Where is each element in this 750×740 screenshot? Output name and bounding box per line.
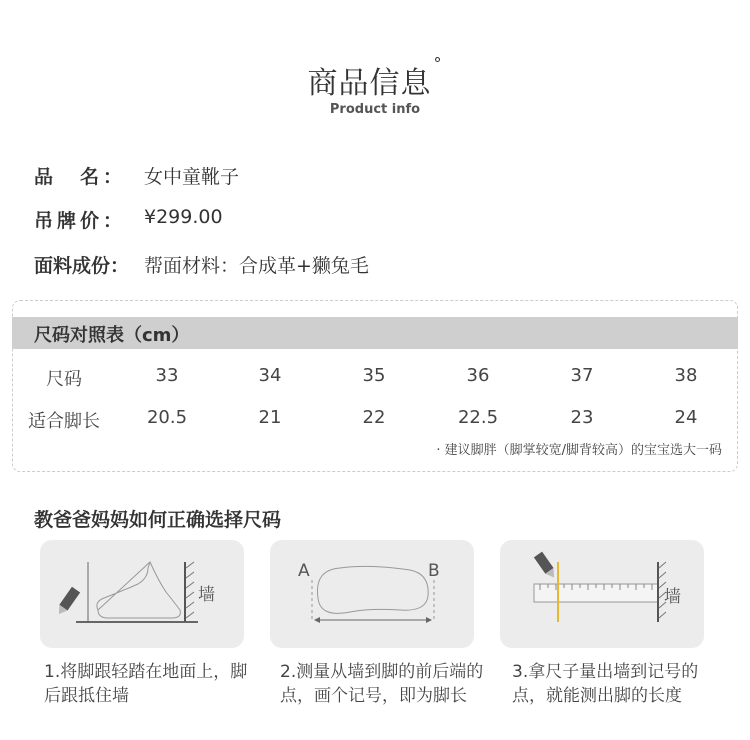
length-cell: 22.5	[457, 407, 499, 428]
size-row-label: 尺码	[46, 369, 82, 390]
wall-label: 墙	[198, 585, 215, 605]
size-chart-title: 尺码对照表（cm）	[34, 325, 190, 346]
length-row-label: 适合脚长	[28, 411, 100, 432]
info-label: 品 名：	[34, 166, 127, 188]
point-b-label: B	[428, 561, 440, 581]
length-cell: 21	[258, 407, 282, 428]
size-cell: 36	[466, 365, 490, 386]
foot-outline-illustration	[270, 540, 474, 648]
length-cell: 23	[570, 407, 594, 428]
size-cell: 34	[258, 365, 282, 386]
info-label: 吊牌价：	[34, 210, 127, 232]
guide-step-3: 3.拿尺子量出墙到记号的点，就能测出脚的长度	[512, 662, 699, 706]
info-row-price	[34, 206, 223, 233]
size-cell: 35	[362, 365, 386, 386]
guide-title: 教爸爸妈妈如何正确选择尺码	[34, 509, 282, 531]
info-row-material	[34, 251, 369, 278]
guide-card-3	[500, 540, 704, 648]
page-subtitle: Product info	[329, 102, 421, 117]
point-a-label: A	[298, 561, 310, 581]
size-chart-header	[12, 317, 738, 349]
guide-card-2	[270, 540, 474, 648]
pencil-icon	[55, 587, 80, 617]
length-cell: 22	[362, 407, 386, 428]
info-value: 帮面材料：合成革+獭兔毛	[144, 255, 369, 277]
size-cell: 33	[155, 365, 179, 386]
foot-against-wall-illustration	[40, 540, 244, 648]
length-cell: 24	[674, 407, 698, 428]
size-cell: 38	[674, 365, 698, 386]
pencil-icon	[534, 552, 558, 581]
guide-step-2: 2.测量从墙到脚的前后端的点，画个记号，即为脚长	[280, 662, 484, 706]
size-cell: 37	[570, 365, 594, 386]
size-note: · 建议脚胖（脚掌较宽/脚背较高）的宝宝选大一码	[436, 443, 722, 458]
info-value: ¥299.00	[144, 206, 223, 228]
info-value: 女中童靴子	[144, 166, 240, 188]
guide-step-1: 1.将脚跟轻踏在地面上，脚后跟抵住墙	[44, 662, 248, 706]
length-cell: 20.5	[146, 407, 188, 428]
ruler-measurement-illustration	[500, 540, 704, 648]
info-row-name	[34, 162, 239, 189]
guide-card-1	[40, 540, 244, 648]
info-label: 面料成份：	[34, 255, 130, 277]
page-title: 商品信息°	[307, 54, 443, 101]
degree-mark: °	[433, 54, 443, 73]
wall-label: 墙	[664, 587, 681, 607]
